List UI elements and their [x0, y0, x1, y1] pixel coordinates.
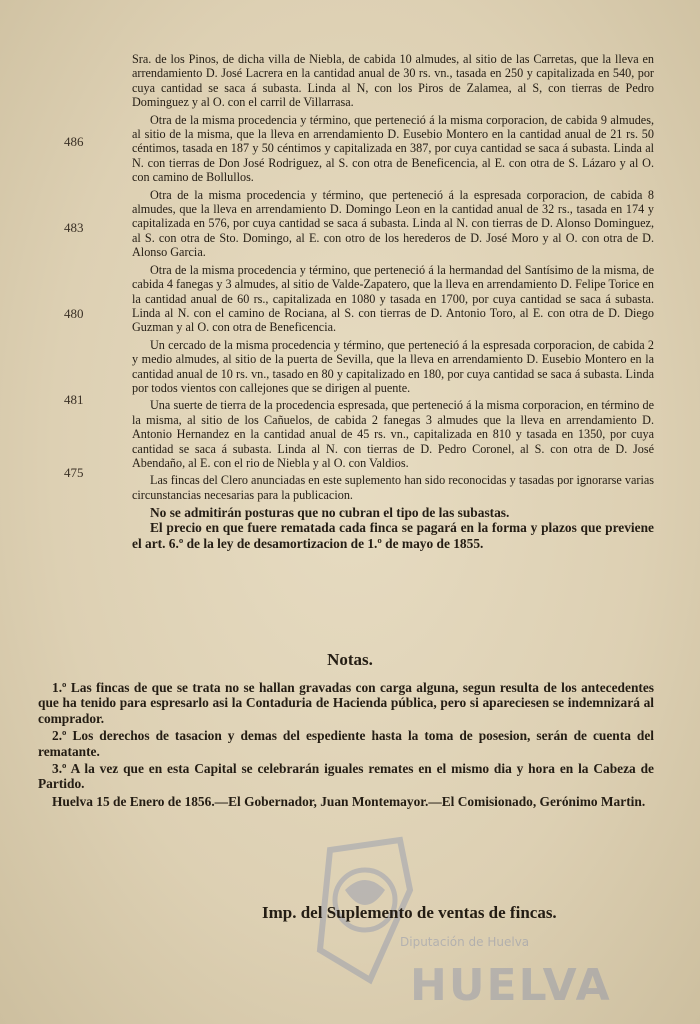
listing-column: [132, 52, 654, 551]
entry-text: Otra de la misma procedencia y término, que perteneció á la hermandad del Santísimo de la misma, de cabida 4 fanegas y 3 almudes, al sitio de Valde-Zapatero, que la lleva en arrendamiento D. Felipe Torice en la cantidad anual de 60 rs., capitalizada en 1080 y tasada en 1700, por cuya cantidad se saca á subasta. Linda al N. con el camino de Rociana, al S. con tierras de D. Antonio Toro, al E. con otra de D. Diego Guzman y al O. con otra de Beneficencia.: [132, 262, 654, 335]
clergy-note: Las fincas del Clero anunciadas en este suplemento han sido reconocidas y tasadas por ignorarse varias circunstancias necesarias para la publicacion.: [132, 473, 654, 502]
note-item: 2.º Los derechos de tasacion y demas del espediente hasta la toma de posesion, serán de cuenta del rematante.: [38, 728, 654, 759]
watermark-caption: Diputación de Huelva: [400, 935, 530, 949]
notes-title: Notas.: [327, 650, 373, 669]
note-item: 1.º Las fincas de que se trata no se hallan gravadas con carga alguna, segun resulta de los antecedentes que ha tenido para espresarlo asi la Contaduria de Hacienda pública, pero si apareciesen se indemnizará al comprador.: [38, 680, 654, 726]
note-item: 3.º A la vez que en esta Capital se celebrarán iguales remates en el mismo dia y hora en la Cabeza de Partido.: [38, 761, 654, 792]
printer-imprint: Imp. del Suplemento de ventas de fincas.: [262, 903, 557, 922]
signature-line: Huelva 15 de Enero de 1856.—El Gobernador, Juan Montemayor.—El Comisionado, Gerónimo Martin.: [52, 793, 646, 809]
entry-text: Una suerte de tierra de la procedencia espresada, que perteneció á la misma corporacion, en término de la misma, al sitio de los Cañuelos, de cabida 2 fanegas 3 almudes que la lleva en arrendamiento D. Antonio Hernandez en la cantidad anual de 45 rs. vn., capitalizada en 810 y tasada en 1350, por cuya cantidad se saca á subasta. Linda al N. con tierras de D. Pedro Coronel, al S. con otra de D. José Abendaño, al E. con el rio de Niebla y al O. con Valdios.: [132, 398, 654, 470]
entry-number: 481: [64, 392, 84, 407]
entry-number: 480: [64, 306, 84, 321]
bidding-rule: No se admitirán posturas que no cubran el tipo de las subastas.: [150, 505, 510, 521]
entry-text: Un cercado de la misma procedencia y término, que perteneció á la espresada corporacion, de cabida 2 y medio almudes, al sitio de la puerta de Sevilla, que la lleva en arrendamiento D. Eusebio Montero en la cantidad anual de 10 rs. vn., tasado en 80 y capitalizado en 180, por cuya cantidad se saca á subasta. Linda por todos vientos con callejones que se dirigen al puente.: [132, 337, 654, 395]
entry-number: 486: [64, 134, 84, 149]
entry-number: 483: [64, 220, 84, 235]
payment-rule: El precio en que fuere rematada cada finca se pagará en la forma y plazos que previene el art. 6.º de la ley de desamortizacion de 1.º de mayo de 1855.: [132, 520, 654, 551]
entry-text: Otra de la misma procedencia y término, que perteneció á la espresada corporacion, de cabida 8 almudes, que la lleva en arrendamiento D. Domingo Leon en la cantidad anual de 32 rs., tasada en 174 y capitalizada en 576, por cuya cantidad se saca á subasta. Linda al N. con tierras de D. Alonso Dominguez, al S. con otra de Sto. Domingo, al E. con otro de los herederos de D. José Moro y al O. con otra de D. Alonso Garcia.: [132, 187, 654, 260]
entry-text: Otra de la misma procedencia y término, que perteneció á la misma corporacion, de cabida 9 almudes, al sitio de la misma, que la lleva en arrendamiento D. Eusebio Montero en la cantidad anual de 21 rs. 50 céntimos, tasada en 187 y 50 céntimos y capitalizada en 387, por cuya cantidad se saca á subasta. Linda al N. con tierras de Don José Rodriguez, al S. con otra de Beneficencia, al E. con otra de S. Lázaro y al O. con camino de Bollullos.: [132, 112, 654, 185]
notes-section: [38, 680, 654, 811]
watermark-text: HUELVA: [410, 960, 612, 1011]
entry-number: 475: [64, 465, 84, 480]
entry-text: Sra. de los Pinos, de dicha villa de Niebla, de cabida 10 almudes, al sitio de las Carretas, que la lleva en arrendamiento D. José Lacrera en la cantidad anual de 30 rs. vn., tasada en 250 y capitalizada en 540, por cuya cantidad se saca á subasta. Linda al N, con los Piros de Zalamea, al S, con tierras de Pedro Dominguez y al O. con el carril de Villarrasa.: [132, 52, 654, 110]
